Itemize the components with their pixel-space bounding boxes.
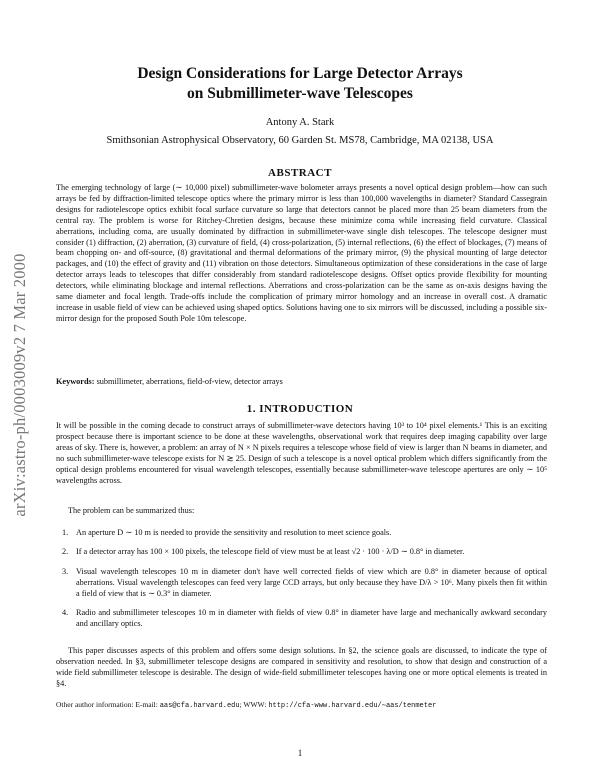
website-link[interactable]: http://cfa-www.harvard.edu/∼aas/tenmeter — [268, 702, 437, 710]
list-item — [62, 567, 547, 600]
title-line-1: Design Considerations for Large Detector Arrays — [137, 65, 463, 82]
title-line-2: on Submillimeter-wave Telescopes — [187, 85, 413, 102]
introduction-heading: 1. INTRODUCTION — [246, 403, 354, 415]
list-item-text: An aperture D ∼ 10 m is needed to provide the sensitivity and resolution to meet science goals. — [76, 528, 392, 537]
list-item-text: Radio and submillimeter telescopes 10 m in diameter with fields of view 0.8° in diameter have large and mechanically awkward secondary and ancillary optics. — [76, 608, 547, 628]
footnote-prefix: Other author information: E-mail: — [56, 700, 160, 709]
problem-list — [62, 528, 547, 638]
list-item — [62, 608, 547, 630]
email-link[interactable]: aas@cfa.harvard.edu — [159, 702, 240, 710]
closing-paragraph: This paper discusses aspects of this problem and offers some design solutions. In §2, the science goals are discussed, to indicate the type of observation needed. In §3, submillimeter telescope designs are compared in sensitivity and resolution, to show that design and construction of a wide field submillimeter telescope is desirable. The design of wide-field submillimeter telescopes having one or more optical elements is treated in §4. — [56, 646, 547, 688]
abstract-text: The emerging technology of large (∼ 10,000 pixel) submillimeter-wave bolometer arrays presents a novel optical design problem—how can such arrays be fed by diffraction-limited telescope optics where the primary mirror is less than 100,000 wavelengths in diameter? Standard Cassegrain designs for radiotelescope optics exhibit focal surface curvature so large that detectors cannot be placed more than 25 beam diameters from the central ray. The problem is worse for Ritchey-Chretien designs, because these minimize coma while increasing field curvature. Classical aberrations, including coma, are usually dominated by diffraction in submillimeter-wave single dish telescopes. The telescope designer must consider (1) diffraction, (2) aberration, (3) curvature of field, (4) cross-polarization, (5) internal reflections, (6) the effect of blockages, (7) means of beam chopping on- and off-source, (8) gravitational and thermal deformations of the primary mirror, (9) the physical mounting of large detector packages, and (10) the effect of gravity and (11) vibration on those detectors. Simultaneous optimization of these considerations in the case of large detector arrays leads to telescopes that differ considerably from standard radiotelescope designs. Offset optics provide flexibility for mounting detectors, while eliminating blockage and internal reflections. Aberrations and cross-polarization can be the same as on-axis designs having the same diameter and focal length. Trade-offs include the complication of primary mirror homology and an increase in overall cost. A dramatic increase in usable field of view can be achieved using shaped optics. Solutions having one to six mirrors will be discussed, including a possible six-mirror design for the proposed South Pole 10m telescope. — [56, 183, 547, 323]
footnote — [56, 700, 547, 711]
paper-title — [60, 64, 540, 104]
list-item — [62, 547, 547, 558]
keywords-text: submillimeter, aberrations, field-of-view, detector arrays — [96, 377, 283, 386]
page-number: 1 — [297, 748, 303, 758]
list-item-text: Visual wavelength telescopes 10 m in diameter don't have well corrected fields of view which are 0.8° in diameter because of optical aberrations. Visual wavelength telescopes can feed very large CCD arrays, but only because they have D/λ > 10⁶. Many pixels then fit within a field of view that is ∼ 0.3° in diameter. — [76, 566, 547, 598]
keywords — [56, 377, 547, 388]
list-item-number: 4. — [62, 608, 69, 618]
list-item — [62, 528, 547, 539]
arxiv-identifier: arXiv:astro-ph/0003009v2 7 Mar 2000 — [10, 253, 29, 517]
author-name: Antony A. Stark — [265, 117, 335, 128]
footnote-www-label: ; WWW: — [239, 700, 269, 709]
problem-lead: The problem can be summarized thus: — [68, 506, 195, 515]
keywords-label: Keywords: — [56, 377, 95, 386]
list-item-number: 1. — [62, 528, 69, 537]
author-affiliation: Smithsonian Astrophysical Observatory, 60 Garden St. MS78, Cambridge, MA 02138, USA — [106, 135, 494, 146]
list-item-number: 2. — [62, 547, 69, 557]
list-item-text: If a detector array has 100 × 100 pixels, the telescope field of view must be at least √2 · 100 · λ/D ∼ 0.8° in diameter. — [76, 547, 465, 557]
list-item-number: 3. — [62, 566, 69, 576]
introduction-paragraph: It will be possible in the coming decade to construct arrays of submillimeter-wave detectors having 10³ to 10⁴ pixel elements.¹ This is an exciting prospect because there is important science to be done at these wavelengths, observational work that requires deep imaging capability over large areas of sky. There is, however, a problem: an array of N × N pixels requires a telescope whose field of view is larger than N beams in diameter, and no such submillimeter-wave telescope exists for N ≳ 25. Design of such a telescope is a novel optical problem which differs significantly from the optical design problems encountered for visual wavelength telescopes, essentially because submillimeter-wave telescope apertures are only ∼ 10⁵ wavelengths across. — [56, 421, 547, 485]
abstract-heading: ABSTRACT — [268, 167, 332, 179]
